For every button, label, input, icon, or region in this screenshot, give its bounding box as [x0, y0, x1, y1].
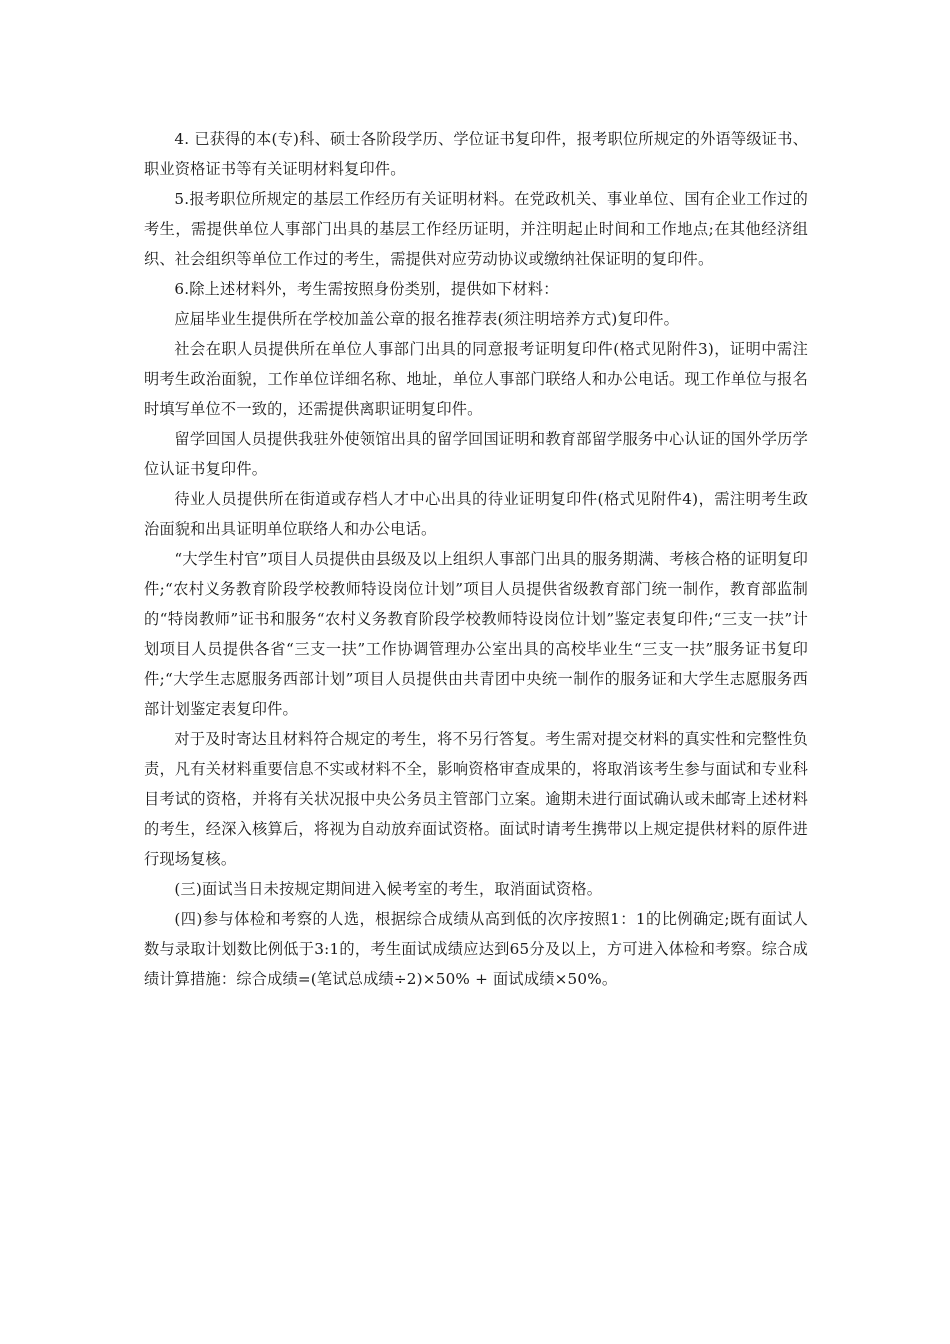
paragraph-certificates: 4. 已获得的本(专)科、硕士各阶段学历、学位证书复印件，报考职位所规定的外语等级证书、职业资格证书等有关证明材料复印件。 — [144, 130, 808, 178]
paragraph-returned-overseas: 留学回国人员提供我驻外使领馆出具的留学回国证明和教育部留学服务中心认证的国外学历学位认证书复印件。 — [144, 430, 808, 478]
document-body — [144, 124, 808, 994]
paragraph-review-rules: 对于及时寄达且材料符合规定的考生，将不另行答复。考生需对提交材料的真实性和完整性负责，凡有关材料重要信息不实或材料不全，影响资格审查成果的，将取消该考生参与面试和专业科目考试的资格，并将有关状况报中央公务员主管部门立案。逾期未进行面试确认或未邮寄上述材料的考生，经深入核算后，将视为自动放弃面试资格。面试时请考生携带以上规定提供材料的原件进行现场复核。 — [144, 730, 808, 868]
paragraph-score-calculation: (四)参与体检和考察的人选，根据综合成绩从高到低的次序按照1：1的比例确定;既有面试人数与录取计划数比例低于3:1的，考生面试成绩应达到65分及以上，方可进入体检和考察。综合成绩计算措施：综合成绩=(笔试总成绩÷2)×50% + 面试成绩×50%。 — [144, 910, 808, 988]
paragraph-identity-materials: 6.除上述材料外，考生需按照身份类别，提供如下材料： — [174, 280, 559, 298]
paragraph-interview-lateness: (三)面试当日未按规定期间进入候考室的考生，取消面试资格。 — [174, 880, 603, 898]
paragraph-project-personnel: “大学生村官”项目人员提供由县级及以上组织人事部门出具的服务期满、考核合格的证明复印件;“农村义务教育阶段学校教师特设岗位计划”项目人员提供省级教育部门统一制作，教育部监制的“特岗教师”证书和服务“农村义务教育阶段学校教师特设岗位计划”鉴定表复印件;“三支一扶”计划项目人员提供各省“三支一扶”工作协调管理办公室出具的高校毕业生“三支一扶”服务证书复印件;“大学生志愿服务西部计划”项目人员提供由共青团中央统一制作的服务证和大学生志愿服务西部计划鉴定表复印件。 — [144, 550, 808, 718]
paragraph-employed-persons: 社会在职人员提供所在单位人事部门出具的同意报考证明复印件(格式见附件3)，证明中需注明考生政治面貌，工作单位详细名称、地址，单位人事部门联络人和办公电话。现工作单位与报名时填写单位不一致的，还需提供离职证明复印件。 — [144, 340, 808, 418]
paragraph-unemployed-persons: 待业人员提供所在街道或存档人才中心出具的待业证明复印件(格式见附件4)，需注明考生政治面貌和出具证明单位联络人和办公电话。 — [144, 490, 808, 538]
paragraph-fresh-graduates: 应届毕业生提供所在学校加盖公章的报名推荐表(须注明培养方式)复印件。 — [174, 310, 680, 328]
paragraph-grassroots-experience: 5.报考职位所规定的基层工作经历有关证明材料。在党政机关、事业单位、国有企业工作过的考生，需提供单位人事部门出具的基层工作经历证明，并注明起止时间和工作地点;在其他经济组织、社会组织等单位工作过的考生，需提供对应劳动协议或缴纳社保证明的复印件。 — [144, 190, 808, 268]
